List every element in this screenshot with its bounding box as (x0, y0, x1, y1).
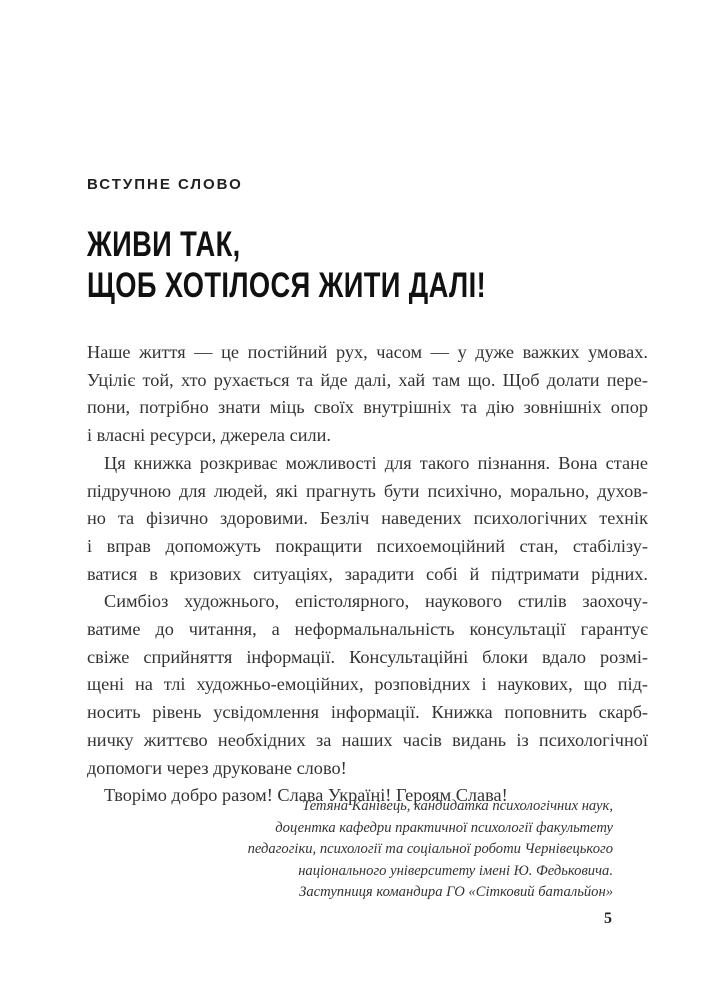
text-line: щені на тлі художньо-емоційних, розповідних і наукових, що під- (87, 674, 648, 695)
text-line: пони, потрібно знати міць своїх внутрішніх та дію зовнішніх опор (87, 397, 648, 418)
signature-line: Тетяна Канівець, кандидатка психологічних наук, (302, 798, 613, 814)
page-title (87, 224, 486, 306)
text-line: ватися в кризових ситуаціях, зарадити собі й підтримати рідних. (87, 563, 648, 584)
text-line: Ця книжка розкриває можливості для такого пізнання. Вона стане (104, 452, 648, 473)
text-line: Творімо добро разом! Слава Україні! Героям Слава! (104, 785, 508, 806)
text-line: но та фізично здоровими. Безліч наведених психологічних технік (87, 508, 648, 529)
title-line: ЩОБ ХОТІЛОСЯ ЖИТИ ДАЛІ! (87, 266, 487, 305)
text-line: підручною для людей, які прагнуть бути психічно, морально, духов- (87, 480, 648, 501)
text-line: і власні ресурси, джерела сили. (87, 425, 331, 446)
text-line: і вправ допоможуть покращити психоемоційний стан, стабілізу- (87, 535, 648, 556)
signature-line: національного університету імені Ю. Федьковича. (298, 862, 613, 879)
section-label: ВСТУПНЕ СЛОВО (87, 176, 243, 193)
body-text (87, 339, 648, 810)
text-line: Наше життя — це постійний рух, часом — у дуже важких умовах. (87, 342, 648, 362)
text-line: ничку життєво необхідних за наших часів видань із психологічної (87, 729, 648, 750)
title-line: ЖИВИ ТАК, (87, 225, 241, 264)
text-line: носить рівень усвідомлення інформації. Книжка поповнить скарб- (87, 702, 648, 723)
signature-block (248, 796, 613, 904)
text-line: ватиме до читання, а неформальнальність консультації гарантує (87, 619, 648, 640)
signature-line: педагогіки, психології та соціальної роботи Чернівецького (247, 841, 613, 858)
text-line: свіже сприйняття інформації. Консультаційні блоки вдало розмі- (87, 646, 648, 667)
text-line: допомоги через друковане слово! (87, 757, 347, 778)
page-number: 5 (604, 910, 612, 927)
text-line: Симбіоз художнього, епістолярного, наукового стилів заохочу- (104, 591, 648, 612)
signature-line: доцентка кафедри практичної психології факультету (275, 819, 613, 836)
signature-line: Заступниця командира ГО «Сітковий батальйон» (299, 884, 613, 901)
text-line: Уціліє той, хто рухається та йде далі, хай там що. Щоб долати пере- (87, 369, 648, 390)
